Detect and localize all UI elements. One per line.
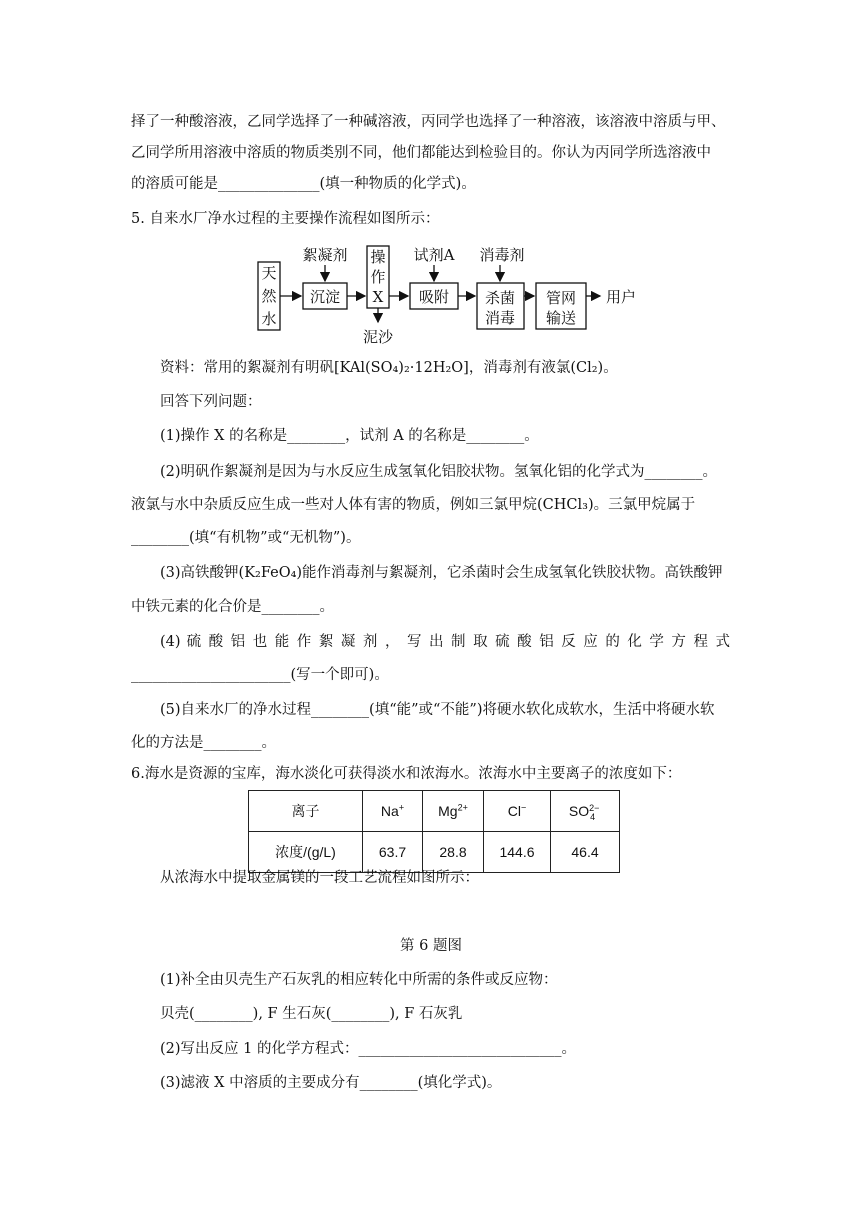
- question-6-flow-text: 从浓海水中提取金属镁的一段工艺流程如图所示：: [160, 870, 479, 886]
- info-note: 资料：常用的絮凝剂有明矾[KAl(SO₄)₂·12H₂O]，消毒剂有液氯(Cl₂)。: [160, 360, 618, 376]
- natural-water-char-3: 水: [261, 310, 277, 328]
- question-6-1-conversion: 贝壳(________), F 生石灰(________), F 石灰乳: [160, 1006, 463, 1022]
- question-6-2: (2)写出反应 1 的化学方程式：____________________________。: [160, 1041, 576, 1057]
- table-row-label: 浓度/(g/L): [249, 832, 363, 873]
- question-5-4-line-1: (4) 硫 酸 铝 也 能 作 絮 凝 剂 ， 写 出 制 取 硫 酸 铝 反 应 的 化 学 方 程 式: [160, 634, 730, 650]
- value-na: 63.7: [363, 832, 423, 873]
- water-treatment-flow-diagram: [250, 238, 650, 350]
- value-cl: 144.6: [484, 832, 551, 873]
- label-adsorption: 吸附: [418, 288, 450, 306]
- natural-water-char-1: 天: [261, 264, 277, 282]
- operation-x-char-3: X: [372, 288, 384, 306]
- question-5-1: (1)操作 X 的名称是________，试剂 A 的名称是________。: [160, 428, 539, 444]
- label-flocculant: 絮凝剂: [302, 246, 348, 264]
- value-mg: 28.8: [423, 832, 484, 873]
- paragraph-line-2: 乙同学所用溶液中溶质的物质类别不同，他们都能达到检验目的。你认为丙同学所选溶液中: [131, 145, 711, 161]
- table-row: [249, 791, 620, 832]
- natural-water-char-2: 然: [261, 287, 277, 305]
- label-user: 用户: [605, 288, 637, 306]
- paragraph-line-1: 择了一种酸溶液，乙同学选择了一种碱溶液，丙同学也选择了一种溶液，该溶液中溶质与甲、: [131, 114, 726, 130]
- pipe-line-2: 输送: [545, 309, 577, 327]
- value-so4: 46.4: [551, 832, 620, 873]
- operation-x-char-1: 操: [370, 248, 386, 266]
- question-5-2-line-1: (2)明矾作絮凝剂是因为与水反应生成氢氧化铝胶状物。氢氧化铝的化学式为________。: [160, 464, 718, 480]
- label-reagent-a: 试剂A: [413, 246, 455, 264]
- question-5-2-line-3: ________(填“有机物”或“无机物”)。: [131, 530, 361, 546]
- question-6-intro: 6.海水是资源的宝库，海水淡化可获得淡水和浓海水。浓海水中主要离子的浓度如下：: [131, 766, 682, 782]
- answer-prompt: 回答下列问题：: [160, 394, 262, 410]
- table-row: [249, 832, 620, 873]
- pipe-line-1: 管网: [545, 289, 577, 307]
- figure-caption: 第 6 题图: [400, 938, 462, 954]
- ion-mg: $Mg^{2+}$: [423, 791, 484, 832]
- ion-na: Na+: [363, 791, 423, 832]
- question-5-4-line-2: ______________________(写一个即可)。: [131, 667, 389, 683]
- ion-so4: SO 2− 4: [551, 791, 620, 832]
- ion-cl: Cl−: [484, 791, 551, 832]
- paragraph-line-3: 的溶质可能是______________(填一种物质的化学式)。: [131, 176, 476, 192]
- ion-concentration-table: [248, 790, 620, 873]
- question-5-3-line-2: 中铁元素的化合价是________。: [131, 599, 334, 615]
- label-sediment: 沉淀: [309, 288, 341, 306]
- question-6-1: (1)补全由贝壳生产石灰乳的相应转化中所需的条件或反应物：: [160, 972, 558, 988]
- table-header-label: 离子: [249, 791, 363, 832]
- question-5-5-line-1: (5)自来水厂的净水过程________(填“能”或“不能”)将硬水软化成软水，生活中将硬水软: [160, 702, 715, 718]
- label-mud-sand: 泥沙: [362, 328, 394, 346]
- question-5-2-line-2: 液氯与水中杂质反应生成一些对人体有害的物质，例如三氯甲烷(CHCl₃)。三氯甲烷属于: [131, 497, 696, 513]
- question-5-title: 5. 自来水厂净水过程的主要操作流程如图所示：: [131, 211, 440, 227]
- operation-x-char-2: 作: [370, 268, 386, 286]
- question-5-3-line-1: (3)高铁酸钾(K₂FeO₄)能作消毒剂与絮凝剂，它杀菌时会生成氢氧化铁胶状物。高铁酸钾: [160, 565, 723, 581]
- label-disinfectant: 消毒剂: [479, 246, 525, 264]
- question-6-3: (3)滤液 X 中溶质的主要成分有________(填化学式)。: [160, 1075, 502, 1091]
- question-5-5-line-2: 化的方法是________。: [131, 735, 276, 751]
- sterilize-line-1: 杀菌: [484, 289, 516, 307]
- sterilize-line-2: 消毒: [484, 309, 516, 327]
